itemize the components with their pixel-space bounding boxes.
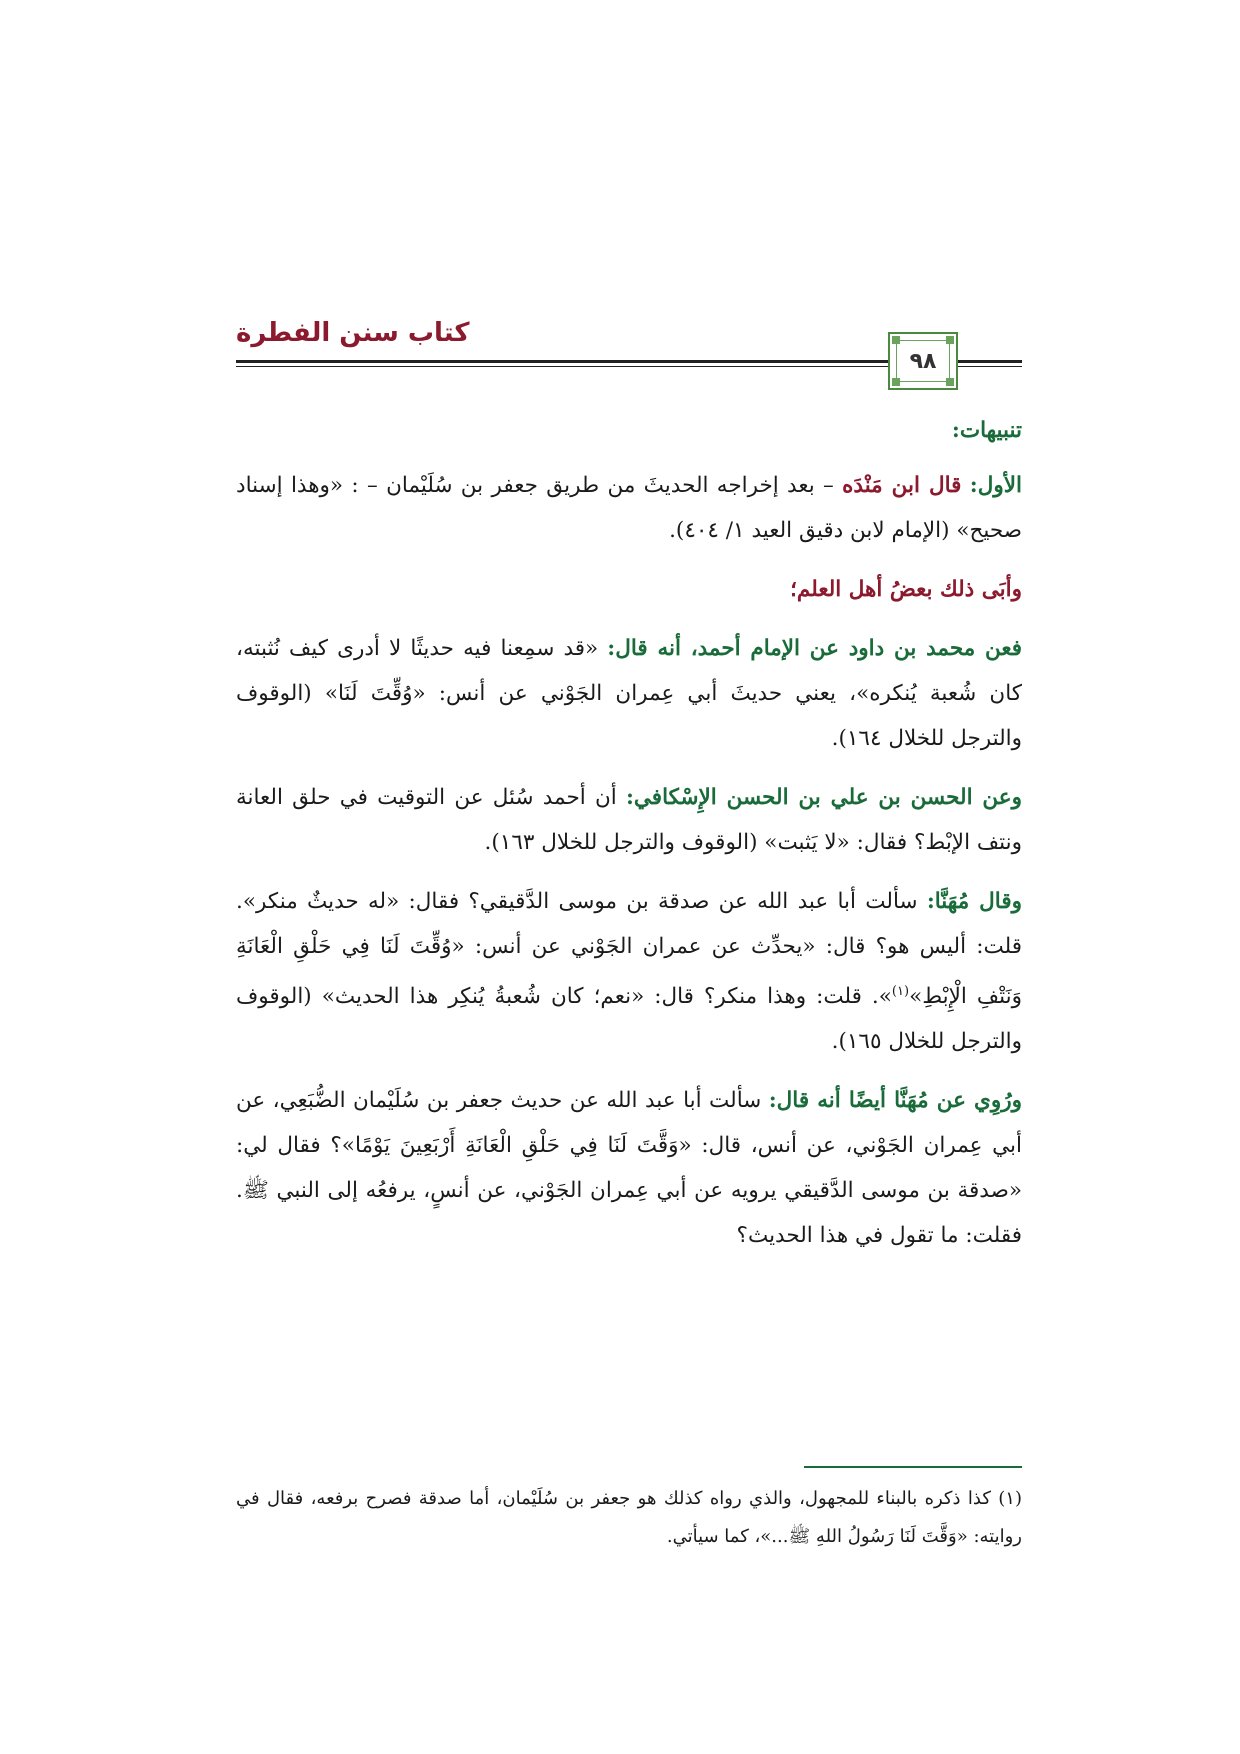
footnote-divider: [804, 1466, 1022, 1468]
paragraph-4-lead: وقال مُهَنَّا:: [926, 889, 1022, 914]
book-title: كتاب سنن الفطرة: [236, 318, 470, 348]
paragraph-3-lead: وعن الحسن بن علي بن الحسن الإِسْكافي:: [625, 785, 1023, 810]
paragraph-5-text: سألت أبا عبد الله عن حديث جعفر بن سُلَيْمان الضُّبَعِي، عن أبي عِمران الجَوْني، عن أنس، قال: «وَقَّتَ لَنَا فِي حَلْقِ الْعَانَةِ أَرْبَعِينَ يَوْمًا»؟ فقال لي: «صدقة بن موسى الدَّقيقي يرويه عن أبي عِمران الجَوْني، عن أنسٍ، يرفعُه إلى النبي ﷺ. فقلت: ما تقول في هذا الحديث؟: [236, 1088, 1022, 1249]
paragraph-5-lead: ورُوِي عن مُهَنَّا أيضًا أنه قال:: [768, 1088, 1022, 1114]
paragraph-3: [236, 775, 1022, 865]
footnotes: [236, 1480, 1022, 1556]
page-number-badge: [888, 332, 958, 390]
paragraph-1-name: قال ابن مَنْدَه: [842, 473, 962, 498]
paragraph-1: [236, 463, 1022, 553]
paragraph-4: [236, 879, 1022, 1064]
paragraph-1-text: – بعد إخراجه الحديثَ من طريق جعفر بن سُلَيْمان – : «وهذا إسناد صحيح» (الإمام لابن دقيق العيد ١/ ٤٠٤).: [236, 473, 1022, 543]
footnote-1: (١) كذا ذكره بالبناء للمجهول، والذي رواه كذلك هو جعفر بن سُلَيْمان، أما صدقة فصرح برفعه، فقال في روايته: «وَقَّتَ لَنَا رَسُولُ اللهِ ﷺ...»، كما سيأتي.: [236, 1488, 1022, 1547]
paragraph-2: [236, 626, 1022, 761]
badge-corner-ornament: [892, 336, 900, 344]
page-header: [236, 310, 1022, 390]
paragraph-1-label: الأول:: [969, 473, 1022, 498]
badge-corner-ornament: [946, 378, 954, 386]
sub-heading: وأبَى ذلك بعضُ أهل العلم؛: [790, 577, 1022, 602]
paragraph-2-lead: فعن محمد بن داود عن الإمام أحمد، أنه قال:: [607, 636, 1022, 661]
paragraph-2-text: «قد سمِعنا فيه حديثًا لا أدرى كيف نُثبته، كان شُعبة يُنكره»، يعني حديثَ أبي عِمران الجَوْني عن أنس: «وُقِّتَ لَنَا» (الوقوف والترجل للخلال ١٦٤).: [236, 636, 1022, 751]
paragraph-3-text: أن أحمد سُئل عن التوقيت في حلق العانة ونتف الإبْط؟ فقال: «لا يَثبت» (الوقوف والترجل للخلال ١٦٣).: [236, 785, 1022, 855]
paragraph-4-text-a: سألت أبا عبد الله عن صدقة بن موسى الدَّقيقي؟ فقال: «له حديثٌ منكر». قلت: أليس هو؟ قال: «يحدِّث عن عمران الجَوْني عن أنس: «وُقِّتَ لَنَا فِي حَلْقِ الْعَانَةِ وَنَتْفِ الْإِبْطِ»: [236, 889, 1022, 1010]
badge-corner-ornament: [946, 336, 954, 344]
paragraph-4-text-b: ». قلت: وهذا منكر؟ قال: «نعم؛ كان شُعبةُ يُنكِر هذا الحديث» (الوقوف والترجل للخلال ١٦٥).: [236, 984, 1022, 1055]
badge-corner-ornament: [892, 378, 900, 386]
section-heading: تنبيهات:: [951, 418, 1022, 443]
footnote-ref: (١): [891, 984, 910, 999]
page-number: ٩٨: [909, 348, 937, 374]
main-text: [236, 408, 1022, 1272]
paragraph-5: [236, 1078, 1022, 1258]
